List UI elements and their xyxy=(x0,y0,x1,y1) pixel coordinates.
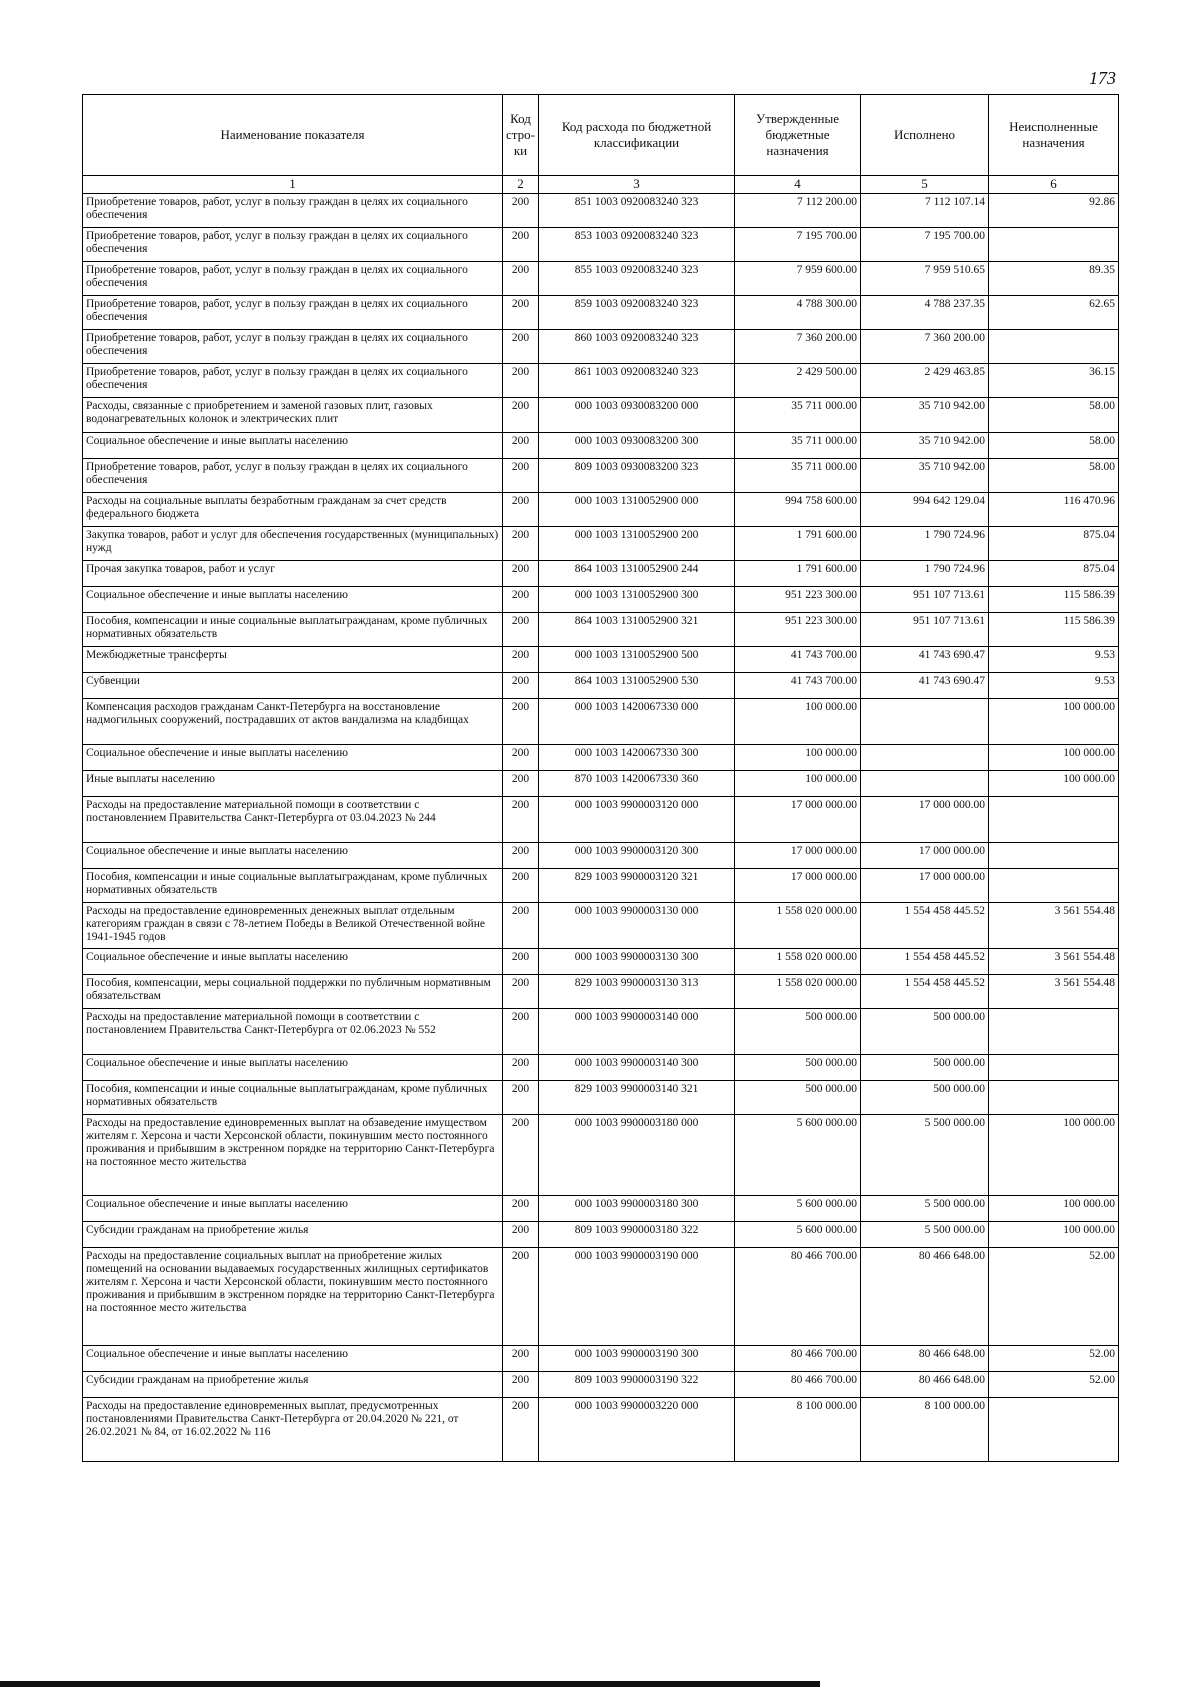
unexecuted-amount-cell xyxy=(989,1009,1119,1055)
indicator-name-cell: Расходы на предоставление социальных выплат на приобретение жилых помещений на основании выдаваемых государственных жилищных сертификатов жителям г. Херсона и части Херсонской области, покинувшим место постоянного проживания и прибывшим в экстренном порядке на территорию Санкт-Петербурга на постоянное место жительства xyxy=(83,1248,503,1346)
executed-amount-cell: 1 790 724.96 xyxy=(861,527,989,561)
budget-code-cell: 860 1003 0920083240 323 xyxy=(539,330,735,364)
line-code-cell: 200 xyxy=(503,1196,539,1222)
line-code-cell: 200 xyxy=(503,1115,539,1196)
approved-amount-cell: 5 600 000.00 xyxy=(735,1115,861,1196)
budget-code-cell: 000 1003 9900003180 000 xyxy=(539,1115,735,1196)
executed-amount-cell: 80 466 648.00 xyxy=(861,1248,989,1346)
approved-amount-cell: 951 223 300.00 xyxy=(735,587,861,613)
indicator-name-cell: Приобретение товаров, работ, услуг в пользу граждан в целях их социального обеспечения xyxy=(83,330,503,364)
line-code-cell: 200 xyxy=(503,228,539,262)
line-code-cell: 200 xyxy=(503,797,539,843)
executed-amount-cell: 80 466 648.00 xyxy=(861,1372,989,1398)
approved-amount-cell: 35 711 000.00 xyxy=(735,459,861,493)
budget-code-cell: 870 1003 1420067330 360 xyxy=(539,771,735,797)
line-code-cell: 200 xyxy=(503,1222,539,1248)
approved-amount-cell: 500 000.00 xyxy=(735,1009,861,1055)
approved-amount-cell: 1 791 600.00 xyxy=(735,561,861,587)
unexecuted-amount-cell: 3 561 554.48 xyxy=(989,975,1119,1009)
approved-amount-cell: 35 711 000.00 xyxy=(735,433,861,459)
line-code-cell: 200 xyxy=(503,745,539,771)
budget-code-cell: 000 1003 9900003120 300 xyxy=(539,843,735,869)
indicator-name-cell: Социальное обеспечение и иные выплаты населению xyxy=(83,433,503,459)
executed-amount-cell xyxy=(861,745,989,771)
executed-amount-cell: 5 500 000.00 xyxy=(861,1222,989,1248)
budget-code-cell: 853 1003 0920083240 323 xyxy=(539,228,735,262)
unexecuted-amount-cell: 52.00 xyxy=(989,1372,1119,1398)
executed-amount-cell: 500 000.00 xyxy=(861,1081,989,1115)
budget-code-cell: 859 1003 0920083240 323 xyxy=(539,296,735,330)
approved-amount-cell: 951 223 300.00 xyxy=(735,613,861,647)
line-code-cell: 200 xyxy=(503,1346,539,1372)
unexecuted-amount-cell xyxy=(989,228,1119,262)
budget-code-cell: 000 1003 9900003140 300 xyxy=(539,1055,735,1081)
unexecuted-amount-cell: 3 561 554.48 xyxy=(989,903,1119,949)
line-code-cell: 200 xyxy=(503,296,539,330)
table-row xyxy=(83,1081,1119,1115)
budget-execution-table xyxy=(82,94,1119,1462)
indicator-name-cell: Приобретение товаров, работ, услуг в пользу граждан в целях их социального обеспечения xyxy=(83,228,503,262)
indicator-name-cell: Расходы на предоставление единовременных выплат, предусмотренных постановлениями Правительства Санкт-Петербурга от 20.04.2020 № 221, от 26.02.2021 № 84, от 16.02.2022 № 116 xyxy=(83,1398,503,1462)
unexecuted-amount-cell: 100 000.00 xyxy=(989,1115,1119,1196)
executed-amount-cell: 7 112 107.14 xyxy=(861,194,989,228)
unexecuted-amount-cell: 3 561 554.48 xyxy=(989,949,1119,975)
executed-amount-cell: 35 710 942.00 xyxy=(861,433,989,459)
executed-amount-cell: 17 000 000.00 xyxy=(861,797,989,843)
column-number: 4 xyxy=(735,176,861,194)
unexecuted-amount-cell: 52.00 xyxy=(989,1248,1119,1346)
table-row xyxy=(83,587,1119,613)
unexecuted-amount-cell: 58.00 xyxy=(989,459,1119,493)
budget-code-cell: 000 1003 1310052900 200 xyxy=(539,527,735,561)
line-code-cell: 200 xyxy=(503,843,539,869)
line-code-cell: 200 xyxy=(503,364,539,398)
unexecuted-amount-cell: 62.65 xyxy=(989,296,1119,330)
table-row xyxy=(83,1248,1119,1346)
budget-code-cell: 864 1003 1310052900 244 xyxy=(539,561,735,587)
indicator-name-cell: Расходы на предоставление единовременных денежных выплат отдельным категориям граждан в связи с 78-летием Победы в Великой Отечественной войне 1941-1945 годов xyxy=(83,903,503,949)
budget-code-cell: 809 1003 9900003190 322 xyxy=(539,1372,735,1398)
indicator-name-cell: Расходы на предоставление материальной помощи в соответствии с постановлением Правительства Санкт-Петербурга от 02.06.2023 № 552 xyxy=(83,1009,503,1055)
executed-amount-cell: 1 554 458 445.52 xyxy=(861,949,989,975)
table-row xyxy=(83,228,1119,262)
table-row xyxy=(83,194,1119,228)
unexecuted-amount-cell: 92.86 xyxy=(989,194,1119,228)
header-indicator-name: Наименование показателя xyxy=(83,95,503,176)
table-row xyxy=(83,561,1119,587)
budget-code-cell: 829 1003 9900003120 321 xyxy=(539,869,735,903)
executed-amount-cell: 5 500 000.00 xyxy=(861,1115,989,1196)
approved-amount-cell: 41 743 700.00 xyxy=(735,647,861,673)
approved-amount-cell: 100 000.00 xyxy=(735,699,861,745)
unexecuted-amount-cell xyxy=(989,869,1119,903)
table-row xyxy=(83,869,1119,903)
executed-amount-cell: 7 360 200.00 xyxy=(861,330,989,364)
approved-amount-cell: 7 112 200.00 xyxy=(735,194,861,228)
unexecuted-amount-cell: 58.00 xyxy=(989,398,1119,433)
table-row xyxy=(83,296,1119,330)
line-code-cell: 200 xyxy=(503,1081,539,1115)
unexecuted-amount-cell: 115 586.39 xyxy=(989,587,1119,613)
table-row xyxy=(83,364,1119,398)
unexecuted-amount-cell xyxy=(989,843,1119,869)
approved-amount-cell: 1 558 020 000.00 xyxy=(735,903,861,949)
indicator-name-cell: Приобретение товаров, работ, услуг в пользу граждан в целях их социального обеспечения xyxy=(83,194,503,228)
line-code-cell: 200 xyxy=(503,262,539,296)
executed-amount-cell: 17 000 000.00 xyxy=(861,869,989,903)
table-row xyxy=(83,797,1119,843)
approved-amount-cell: 7 360 200.00 xyxy=(735,330,861,364)
executed-amount-cell: 4 788 237.35 xyxy=(861,296,989,330)
page-number: 173 xyxy=(1089,68,1116,88)
table-row xyxy=(83,330,1119,364)
executed-amount-cell: 17 000 000.00 xyxy=(861,843,989,869)
indicator-name-cell: Пособия, компенсации, меры социальной поддержки по публичным нормативным обязательствам xyxy=(83,975,503,1009)
line-code-cell: 200 xyxy=(503,493,539,527)
budget-code-cell: 000 1003 1310052900 500 xyxy=(539,647,735,673)
unexecuted-amount-cell xyxy=(989,330,1119,364)
indicator-name-cell: Пособия, компенсации и иные социальные выплатыгражданам, кроме публичных нормативных обязательств xyxy=(83,1081,503,1115)
executed-amount-cell: 500 000.00 xyxy=(861,1009,989,1055)
table-row xyxy=(83,433,1119,459)
indicator-name-cell: Субсидии гражданам на приобретение жилья xyxy=(83,1222,503,1248)
header-budget-code: Код расхода по бюджетной классификации xyxy=(539,95,735,176)
line-code-cell: 200 xyxy=(503,1248,539,1346)
line-code-cell: 200 xyxy=(503,869,539,903)
table-row xyxy=(83,949,1119,975)
line-code-cell: 200 xyxy=(503,975,539,1009)
budget-code-cell: 000 1003 1310052900 000 xyxy=(539,493,735,527)
header-unexecuted: Неисполненные назначения xyxy=(989,95,1119,176)
table-row xyxy=(83,1346,1119,1372)
approved-amount-cell: 7 959 600.00 xyxy=(735,262,861,296)
unexecuted-amount-cell: 58.00 xyxy=(989,433,1119,459)
budget-code-cell: 855 1003 0920083240 323 xyxy=(539,262,735,296)
header-executed: Исполнено xyxy=(861,95,989,176)
header-approved: Утвержденные бюджетные назначения xyxy=(735,95,861,176)
budget-code-cell: 000 1003 9900003220 000 xyxy=(539,1398,735,1462)
approved-amount-cell: 1 558 020 000.00 xyxy=(735,949,861,975)
indicator-name-cell: Прочая закупка товаров, работ и услуг xyxy=(83,561,503,587)
indicator-name-cell: Иные выплаты населению xyxy=(83,771,503,797)
table-row xyxy=(83,1398,1119,1462)
approved-amount-cell: 500 000.00 xyxy=(735,1055,861,1081)
table-row xyxy=(83,459,1119,493)
indicator-name-cell: Компенсация расходов гражданам Санкт-Петербурга на восстановление надмогильных сооружений, пострадавших от актов вандализма на кладбищах xyxy=(83,699,503,745)
approved-amount-cell: 500 000.00 xyxy=(735,1081,861,1115)
budget-code-cell: 829 1003 9900003140 321 xyxy=(539,1081,735,1115)
approved-amount-cell: 35 711 000.00 xyxy=(735,398,861,433)
table-row xyxy=(83,903,1119,949)
indicator-name-cell: Расходы на социальные выплаты безработным гражданам за счет средств федерального бюджета xyxy=(83,493,503,527)
line-code-cell: 200 xyxy=(503,194,539,228)
indicator-name-cell: Расходы на предоставление материальной помощи в соответствии с постановлением Правительства Санкт-Петербурга от 03.04.2023 № 244 xyxy=(83,797,503,843)
line-code-cell: 200 xyxy=(503,949,539,975)
budget-code-cell: 809 1003 0930083200 323 xyxy=(539,459,735,493)
executed-amount-cell: 994 642 129.04 xyxy=(861,493,989,527)
column-number: 3 xyxy=(539,176,735,194)
line-code-cell: 200 xyxy=(503,673,539,699)
unexecuted-amount-cell xyxy=(989,1055,1119,1081)
indicator-name-cell: Социальное обеспечение и иные выплаты населению xyxy=(83,843,503,869)
table-row xyxy=(83,843,1119,869)
budget-code-cell: 000 1003 9900003190 000 xyxy=(539,1248,735,1346)
approved-amount-cell: 1 558 020 000.00 xyxy=(735,975,861,1009)
indicator-name-cell: Межбюджетные трансферты xyxy=(83,647,503,673)
unexecuted-amount-cell: 36.15 xyxy=(989,364,1119,398)
executed-amount-cell xyxy=(861,771,989,797)
table-row xyxy=(83,975,1119,1009)
budget-code-cell: 864 1003 1310052900 321 xyxy=(539,613,735,647)
executed-amount-cell: 951 107 713.61 xyxy=(861,613,989,647)
table-row xyxy=(83,1372,1119,1398)
unexecuted-amount-cell: 100 000.00 xyxy=(989,699,1119,745)
approved-amount-cell: 80 466 700.00 xyxy=(735,1346,861,1372)
unexecuted-amount-cell: 115 586.39 xyxy=(989,613,1119,647)
approved-amount-cell: 5 600 000.00 xyxy=(735,1196,861,1222)
indicator-name-cell: Приобретение товаров, работ, услуг в пользу граждан в целях их социального обеспечения xyxy=(83,262,503,296)
budget-code-cell: 829 1003 9900003130 313 xyxy=(539,975,735,1009)
executed-amount-cell: 80 466 648.00 xyxy=(861,1346,989,1372)
line-code-cell: 200 xyxy=(503,398,539,433)
budget-code-cell: 000 1003 9900003130 300 xyxy=(539,949,735,975)
indicator-name-cell: Приобретение товаров, работ, услуг в пользу граждан в целях их социального обеспечения xyxy=(83,364,503,398)
table-row xyxy=(83,493,1119,527)
indicator-name-cell: Расходы, связанные с приобретением и заменой газовых плит, газовых водонагревательных колонок и электрических плит xyxy=(83,398,503,433)
budget-code-cell: 000 1003 9900003130 000 xyxy=(539,903,735,949)
executed-amount-cell: 1 554 458 445.52 xyxy=(861,903,989,949)
line-code-cell: 200 xyxy=(503,459,539,493)
line-code-cell: 200 xyxy=(503,903,539,949)
unexecuted-amount-cell: 100 000.00 xyxy=(989,1196,1119,1222)
budget-code-cell: 000 1003 1420067330 300 xyxy=(539,745,735,771)
executed-amount-cell: 1 790 724.96 xyxy=(861,561,989,587)
table-row xyxy=(83,1115,1119,1196)
indicator-name-cell: Приобретение товаров, работ, услуг в пользу граждан в целях их социального обеспечения xyxy=(83,459,503,493)
indicator-name-cell: Социальное обеспечение и иные выплаты населению xyxy=(83,1196,503,1222)
approved-amount-cell: 17 000 000.00 xyxy=(735,797,861,843)
indicator-name-cell: Приобретение товаров, работ, услуг в пользу граждан в целях их социального обеспечения xyxy=(83,296,503,330)
approved-amount-cell: 41 743 700.00 xyxy=(735,673,861,699)
approved-amount-cell: 7 195 700.00 xyxy=(735,228,861,262)
header-row xyxy=(83,95,1119,176)
executed-amount-cell xyxy=(861,699,989,745)
indicator-name-cell: Расходы на предоставление единовременных выплат на обзаведение имуществом жителям г. Херсона и части Херсонской области, покинувшим место постоянного проживания и прибывшим в экстренном порядке на территорию Санкт-Петербурга на постоянное место жительства xyxy=(83,1115,503,1196)
line-code-cell: 200 xyxy=(503,647,539,673)
unexecuted-amount-cell: 9.53 xyxy=(989,647,1119,673)
approved-amount-cell: 4 788 300.00 xyxy=(735,296,861,330)
budget-code-cell: 000 1003 9900003120 000 xyxy=(539,797,735,843)
indicator-name-cell: Социальное обеспечение и иные выплаты населению xyxy=(83,1055,503,1081)
executed-amount-cell: 41 743 690.47 xyxy=(861,647,989,673)
executed-amount-cell: 500 000.00 xyxy=(861,1055,989,1081)
budget-code-cell: 000 1003 9900003140 000 xyxy=(539,1009,735,1055)
indicator-name-cell: Социальное обеспечение и иные выплаты населению xyxy=(83,745,503,771)
budget-code-cell: 864 1003 1310052900 530 xyxy=(539,673,735,699)
table-row xyxy=(83,1196,1119,1222)
executed-amount-cell: 7 195 700.00 xyxy=(861,228,989,262)
budget-code-cell: 851 1003 0920083240 323 xyxy=(539,194,735,228)
approved-amount-cell: 80 466 700.00 xyxy=(735,1372,861,1398)
unexecuted-amount-cell: 875.04 xyxy=(989,527,1119,561)
table-row xyxy=(83,673,1119,699)
unexecuted-amount-cell: 100 000.00 xyxy=(989,771,1119,797)
unexecuted-amount-cell: 89.35 xyxy=(989,262,1119,296)
executed-amount-cell: 7 959 510.65 xyxy=(861,262,989,296)
budget-code-cell: 000 1003 0930083200 000 xyxy=(539,398,735,433)
approved-amount-cell: 8 100 000.00 xyxy=(735,1398,861,1462)
line-code-cell: 200 xyxy=(503,433,539,459)
executed-amount-cell: 35 710 942.00 xyxy=(861,459,989,493)
table-row xyxy=(83,613,1119,647)
unexecuted-amount-cell xyxy=(989,797,1119,843)
table-row xyxy=(83,699,1119,745)
line-code-cell: 200 xyxy=(503,561,539,587)
line-code-cell: 200 xyxy=(503,330,539,364)
line-code-cell: 200 xyxy=(503,1372,539,1398)
indicator-name-cell: Пособия, компенсации и иные социальные выплатыгражданам, кроме публичных нормативных обязательств xyxy=(83,869,503,903)
indicator-name-cell: Пособия, компенсации и иные социальные выплатыгражданам, кроме публичных нормативных обязательств xyxy=(83,613,503,647)
budget-code-cell: 000 1003 1420067330 000 xyxy=(539,699,735,745)
budget-code-cell: 861 1003 0920083240 323 xyxy=(539,364,735,398)
unexecuted-amount-cell: 116 470.96 xyxy=(989,493,1119,527)
line-code-cell: 200 xyxy=(503,771,539,797)
budget-code-cell: 000 1003 9900003180 300 xyxy=(539,1196,735,1222)
budget-code-cell: 809 1003 9900003180 322 xyxy=(539,1222,735,1248)
approved-amount-cell: 2 429 500.00 xyxy=(735,364,861,398)
indicator-name-cell: Закупка товаров, работ и услуг для обеспечения государственных (муниципальных) нужд xyxy=(83,527,503,561)
budget-code-cell: 000 1003 0930083200 300 xyxy=(539,433,735,459)
table-row xyxy=(83,771,1119,797)
table-row xyxy=(83,1055,1119,1081)
executed-amount-cell: 2 429 463.85 xyxy=(861,364,989,398)
indicator-name-cell: Социальное обеспечение и иные выплаты населению xyxy=(83,949,503,975)
column-number: 1 xyxy=(83,176,503,194)
table-row xyxy=(83,398,1119,433)
indicator-name-cell: Субсидии гражданам на приобретение жилья xyxy=(83,1372,503,1398)
line-code-cell: 200 xyxy=(503,699,539,745)
approved-amount-cell: 100 000.00 xyxy=(735,745,861,771)
table-row xyxy=(83,262,1119,296)
table-row xyxy=(83,647,1119,673)
unexecuted-amount-cell: 100 000.00 xyxy=(989,745,1119,771)
executed-amount-cell: 951 107 713.61 xyxy=(861,587,989,613)
line-code-cell: 200 xyxy=(503,1009,539,1055)
unexecuted-amount-cell: 9.53 xyxy=(989,673,1119,699)
approved-amount-cell: 100 000.00 xyxy=(735,771,861,797)
line-code-cell: 200 xyxy=(503,1398,539,1462)
line-code-cell: 200 xyxy=(503,1055,539,1081)
unexecuted-amount-cell xyxy=(989,1398,1119,1462)
approved-amount-cell: 994 758 600.00 xyxy=(735,493,861,527)
unexecuted-amount-cell: 100 000.00 xyxy=(989,1222,1119,1248)
scan-edge-bar xyxy=(0,1681,820,1687)
approved-amount-cell: 17 000 000.00 xyxy=(735,843,861,869)
budget-code-cell: 000 1003 1310052900 300 xyxy=(539,587,735,613)
column-number: 5 xyxy=(861,176,989,194)
line-code-cell: 200 xyxy=(503,587,539,613)
table-row xyxy=(83,745,1119,771)
table-row xyxy=(83,1222,1119,1248)
executed-amount-cell: 1 554 458 445.52 xyxy=(861,975,989,1009)
indicator-name-cell: Субвенции xyxy=(83,673,503,699)
table-row xyxy=(83,1009,1119,1055)
unexecuted-amount-cell: 875.04 xyxy=(989,561,1119,587)
column-number: 2 xyxy=(503,176,539,194)
indicator-name-cell: Социальное обеспечение и иные выплаты населению xyxy=(83,1346,503,1372)
executed-amount-cell: 41 743 690.47 xyxy=(861,673,989,699)
approved-amount-cell: 1 791 600.00 xyxy=(735,527,861,561)
executed-amount-cell: 35 710 942.00 xyxy=(861,398,989,433)
approved-amount-cell: 17 000 000.00 xyxy=(735,869,861,903)
table-body xyxy=(83,194,1119,1462)
header-line-code: Код стро- ки xyxy=(503,95,539,176)
column-number: 6 xyxy=(989,176,1119,194)
budget-code-cell: 000 1003 9900003190 300 xyxy=(539,1346,735,1372)
executed-amount-cell: 8 100 000.00 xyxy=(861,1398,989,1462)
table-row xyxy=(83,527,1119,561)
unexecuted-amount-cell: 52.00 xyxy=(989,1346,1119,1372)
indicator-name-cell: Социальное обеспечение и иные выплаты населению xyxy=(83,587,503,613)
unexecuted-amount-cell xyxy=(989,1081,1119,1115)
line-code-cell: 200 xyxy=(503,527,539,561)
line-code-cell: 200 xyxy=(503,613,539,647)
column-number-row xyxy=(83,176,1119,194)
executed-amount-cell: 5 500 000.00 xyxy=(861,1196,989,1222)
approved-amount-cell: 5 600 000.00 xyxy=(735,1222,861,1248)
approved-amount-cell: 80 466 700.00 xyxy=(735,1248,861,1346)
